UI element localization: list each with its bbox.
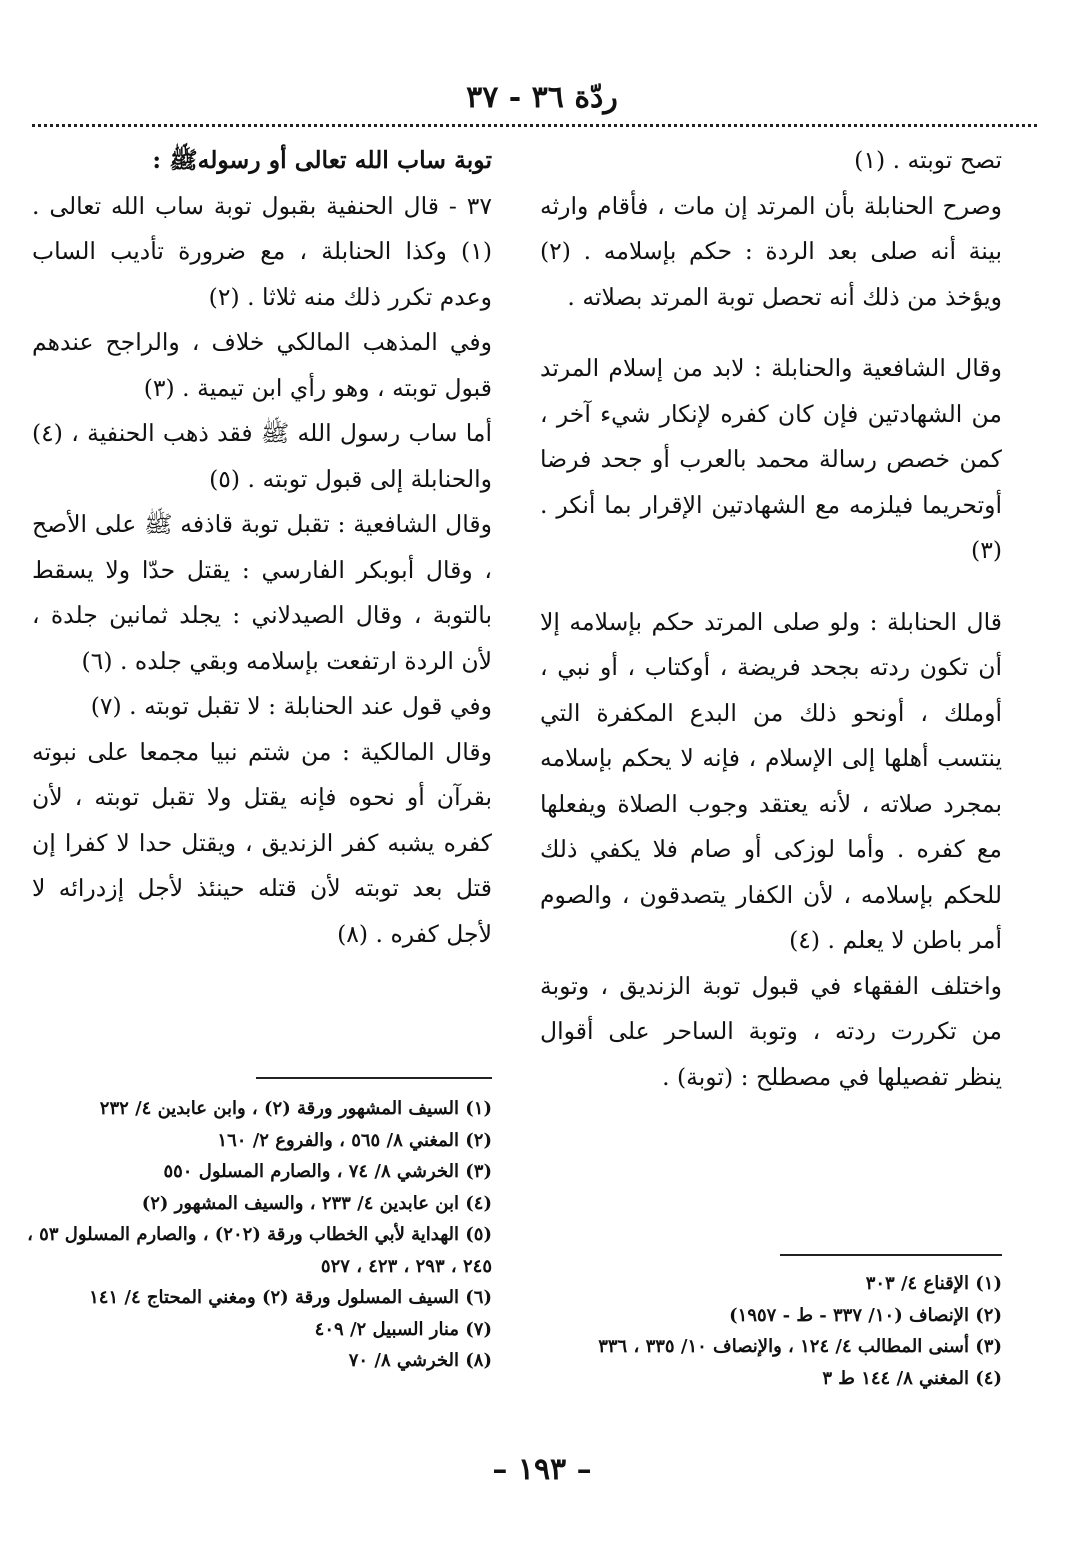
paragraph: ٣٧ - قال الحنفية بقبول توبة ساب الله تعالى . (١) وكذا الحنابلة ، مع ضرورة تأديب الساب وعدم تكرر ذلك منه ثلاثا . (٢): [32, 191, 492, 311]
footnote: (٣) أسنى المطالب ٤/ ١٢٤ ، والإنصاف ١٠/ ٣٣٥ ، ٣٣٦: [598, 1336, 1002, 1357]
paragraph: وفي قول عند الحنابلة : لا تقبل توبته . (٧): [90, 692, 492, 720]
paragraph: واختلف الفقهاء في قبول توبة الزنديق ، وتوبة من تكررت ردته ، وتوبة الساحر على أقوال ينظر تفصيلها في مصطلح : (توبة) .: [540, 971, 1002, 1091]
paragraph: وقال المالكية : من شتم نبيا مجمعا على نبوته بقرآن أو نحوه فإنه يقتل ولا تقبل توبته ، لأن كفره يشبه كفر الزنديق ، ويقتل حدا لا كفرا إن قتل بعد توبته لأن قتله حينئذ لأجل إزدرائه لا لأجل كفره . (٨): [32, 737, 492, 948]
paragraph: أما ساب رسول الله ﷺ فقد ذهب الحنفية ، (٤) والحنابلة إلى قبول توبته . (٥): [32, 419, 492, 493]
right-column: [540, 138, 1002, 1100]
footnote: (١) السيف المشهور ورقة (٢) ، وابن عابدين ٤/ ٢٣٢: [99, 1098, 492, 1119]
running-title: ردّة ٣٦ - ٣٧: [466, 80, 618, 115]
left-footnotes: [22, 1093, 492, 1377]
footnote: (٤) المغني ٨/ ١٤٤ ط ٣: [822, 1367, 1002, 1389]
footnote-separator: [256, 1077, 492, 1079]
left-column: [32, 138, 492, 957]
paragraph: وقال الشافعية : تقبل توبة قاذفه ﷺ على الأصح ، وقال أبوبكر الفارسي : يقتل حدّا ولا يسقط بالتوبة ، وقال الصيدلاني : يجلد ثمانين جلدة ، لأن الردة ارتفعت بإسلامه وبقي جلده . (٦): [32, 510, 492, 675]
paragraph-gap: [540, 574, 1002, 600]
footnote: (٥) الهداية لأبي الخطاب ورقة (٢٠٢) ، والصارم المسلول ٥٣ ، ٢٤٥ ، ٢٩٣ ، ٤٢٣ ، ٥٢٧: [27, 1224, 492, 1277]
paragraph: تصح توبته . (١): [854, 146, 1002, 174]
paragraph: وصرح الحنابلة بأن المرتد إن مات ، فأقام وارثه بينة أنه صلى بعد الردة : حكم بإسلامه . (٢) ويؤخذ من ذلك أنه تحصل توبة المرتد بصلاته .: [540, 191, 1002, 311]
paragraph: وقال الشافعية والحنابلة : لابد من إسلام المرتد من الشهادتين فإن كان كفره لإنكار شيء آخر ، كمن خصص رسالة محمد بالعرب أو جحد فرضا أوتحريما فيلزمه مع الشهادتين الإقرار بما أنكر . (٣): [540, 354, 1002, 564]
footnote: (٤) ابن عابدين ٤/ ٢٣٣ ، والسيف المشهور (٢): [141, 1192, 492, 1214]
footnote: (١) الإقناع ٤/ ٣٠٣: [865, 1273, 1002, 1294]
footnote: (٣) الخرشي ٨/ ٧٤ ، والصارم المسلول ٥٥٠: [163, 1161, 492, 1182]
page-number: – ١٩٣ –: [492, 1452, 592, 1487]
footnote-separator: [780, 1254, 1002, 1256]
paragraph-gap: [540, 320, 1002, 346]
header-dotted-rule: [32, 124, 1037, 127]
footnote: (٢) المغني ٨/ ٥٦٥ ، والفروع ٢/ ١٦٠: [217, 1129, 492, 1151]
paragraph: قال الحنابلة : ولو صلى المرتد حكم بإسلامه إلا أن تكون ردته بجحد فريضة ، أوكتاب ، أو نبي ، أوملك ، أونحو ذلك من البدع المكفرة التي ينتسب أهلها إلى الإسلام ، فإنه لا يحكم بإسلامه بمجرد صلاته ، لأنه يعتقد وجوب الصلاة ويفعلها مع كفره . وأما لوزكى أو صام فلا يكفي ذلك للحكم بإسلامه ، لأن الكفار يتصدقون ، والصوم أمر باطن لا يعلم . (٤): [540, 607, 1002, 954]
footnote: (٢) الإنصاف (١٠/ ٣٣٧ - ط - ١٩٥٧): [729, 1304, 1002, 1326]
paragraph: وفي المذهب المالكي خلاف ، والراجح عندهم قبول توبته ، وهو رأي ابن تيمية . (٣): [32, 328, 492, 402]
section-heading: توبة ساب الله تعالى أو رسولهﷺ :: [152, 146, 492, 174]
footnote: (٨) الخرشي ٨/ ٧٠: [348, 1350, 492, 1371]
right-footnotes: [540, 1268, 1002, 1394]
footnote: (٦) السيف المسلول ورقة (٢) ومغني المحتاج ٤/ ١٤١: [89, 1287, 492, 1308]
footnote: (٧) منار السبيل ٢/ ٤٠٩: [314, 1318, 492, 1340]
